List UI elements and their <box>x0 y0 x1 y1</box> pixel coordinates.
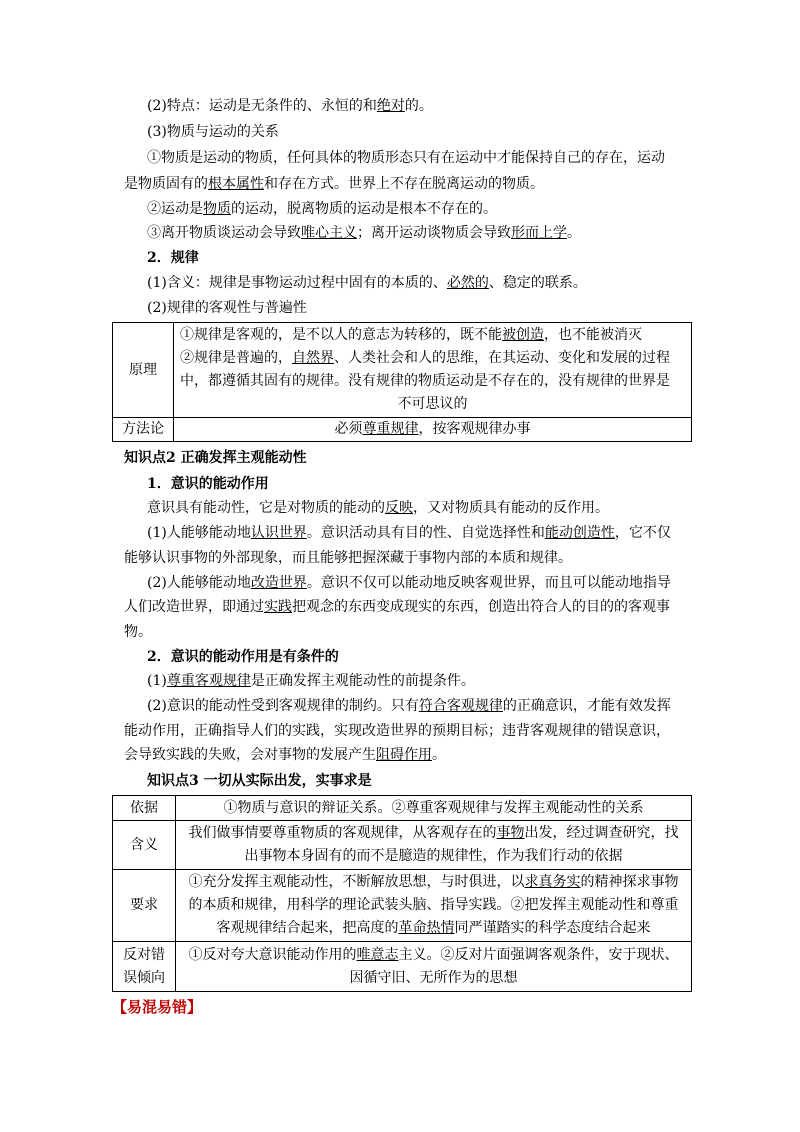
k2-line-7: (1)尊重客观规律是正确发挥主观能动性的前提条件。 <box>147 673 475 689</box>
requirement-line-1: ①充分发挥主观能动性，不断解放思想，与时俱进，以求真务实的精神探求事物 <box>188 874 679 890</box>
k2-line-3: 能够认识事物的外部现象，而且能够把握深藏于事物内部的本质和规律。 <box>124 550 572 566</box>
oppose-label <box>113 942 176 992</box>
oppose-content <box>176 942 692 992</box>
principle-label: 原理 <box>113 323 174 418</box>
knowledge-point-3-title: 知识点3 一切从实际出发，实事求是 <box>147 773 372 789</box>
easy-confusion-heading: 【易混易错】 <box>112 998 203 1016</box>
principle-content <box>174 323 692 418</box>
paragraph-law-meaning: (1)含义：规律是事物运动过程中固有的本质的、必然的、稳定的联系。 <box>147 275 587 291</box>
paragraph-matter-3: ③离开物质谈运动会导致唯心主义；离开运动谈物质会导致形而上学。 <box>147 225 581 241</box>
heading-conditional-role: 2．意识的能动作用是有条件的 <box>147 649 339 665</box>
knowledge-point-2-title: 知识点2 正确发挥主观能动性 <box>124 450 307 466</box>
heading-law-objectivity: (2)规律的客观性与普遍性 <box>147 300 307 316</box>
meaning-content <box>176 821 692 870</box>
meaning-line-2: 出事物本身固有的而不是臆造的规律性，作为我们行动的依据 <box>244 848 623 864</box>
k2-line-4: (2)人能够能动地改造世界。意识不仅可以能动地反映客观世界，而且可以能动地指导 <box>147 575 671 591</box>
methodology-label: 方法论 <box>113 418 174 442</box>
heading-law: 2．规律 <box>147 250 199 266</box>
paragraph-matter-1b: 是物质固有的根本属性和存在方式。世界上不存在脱离运动的物质。 <box>124 176 544 192</box>
requirement-label: 要求 <box>113 870 176 942</box>
k2-line-2: (1)人能够能动地认识世界。意识活动具有目的性、自觉选择性和能动创造性，它不仅 <box>147 525 671 541</box>
heading-matter-motion: (3)物质与运动的关系 <box>147 124 279 140</box>
requirement-line-2: 的本质和规律，用科学的理论武装头脑、指导实践。②把发挥主观能动性和尊重 <box>188 897 679 913</box>
oppose-label-line-1: 反对错 <box>123 946 165 963</box>
law-table <box>112 322 692 442</box>
k2-line-6: 物。 <box>124 624 152 640</box>
principle-line-2: ②规律是普遍的，自然界、人类社会和人的思维，在其运动、变化和发展的过程 <box>180 350 670 366</box>
k2-line-1: 意识具有能动性，它是对物质的能动的反映，又对物质具有能动的反作用。 <box>147 500 609 516</box>
oppose-line-1: ①反对夸大意识能动作用的唯意志主义。②反对片面强调客观条件，安于现状、 <box>188 946 679 963</box>
methodology-content: 必须尊重规律，按客观规律办事 <box>174 418 692 442</box>
principle-line-1: ①规律是客观的，是不以人的意志为转移的，既不能被创造，也不能被消灭 <box>180 327 642 343</box>
meaning-label: 含义 <box>113 821 176 870</box>
k2-line-8: (2)意识的能动性受到客观规律的制约。只有符合客观规律的正确意识，才能有效发挥 <box>147 698 671 714</box>
paragraph-matter-1a: ①物质是运动的物质，任何具体的物质形态只有在运动中才能保持自己的存在，运动 <box>147 150 665 166</box>
k2-line-10: 会导致实践的失败，会对事物的发展产生阻碍作用。 <box>124 747 446 763</box>
basis-label: 依据 <box>113 796 176 821</box>
basis-content: ①物质与意识的辩证关系。②尊重客观规律与发挥主观能动性的关系 <box>176 796 692 821</box>
oppose-label-line-2: 误倾向 <box>123 969 165 986</box>
k2-line-9: 能动作用，正确指导人们的实践，实现改造世界的预期目标；违背客观规律的错误意识， <box>124 723 670 739</box>
principle-line-3: 中，都遵循其固有的规律。没有规律的物质运动是不存在的，没有规律的世界是 <box>180 373 670 389</box>
heading-consciousness-role: 1．意识的能动作用 <box>147 476 269 492</box>
oppose-line-2: 因循守旧、无所作为的思想 <box>349 969 518 986</box>
requirement-content <box>176 870 692 942</box>
practice-table <box>112 795 692 992</box>
meaning-line-1: 我们做事情要尊重物质的客观规律，从客观存在的事物出发，经过调查研究，找 <box>188 825 679 841</box>
requirement-line-3: 客观规律结合起来，把高度的革命热情同严谨踏实的科学态度结合起来 <box>216 920 651 936</box>
principle-line-4: 不可思议的 <box>397 396 468 412</box>
k2-line-5: 人们改造世界，即通过实践把观念的东西变成现实的东西，创造出符合人的目的的客观事 <box>124 599 670 615</box>
paragraph-matter-2: ②运动是物质的运动，脱离物质的运动是根本不存在的。 <box>147 201 497 217</box>
paragraph-feature: (2)特点：运动是无条件的、永恒的和绝对的。 <box>147 98 433 114</box>
